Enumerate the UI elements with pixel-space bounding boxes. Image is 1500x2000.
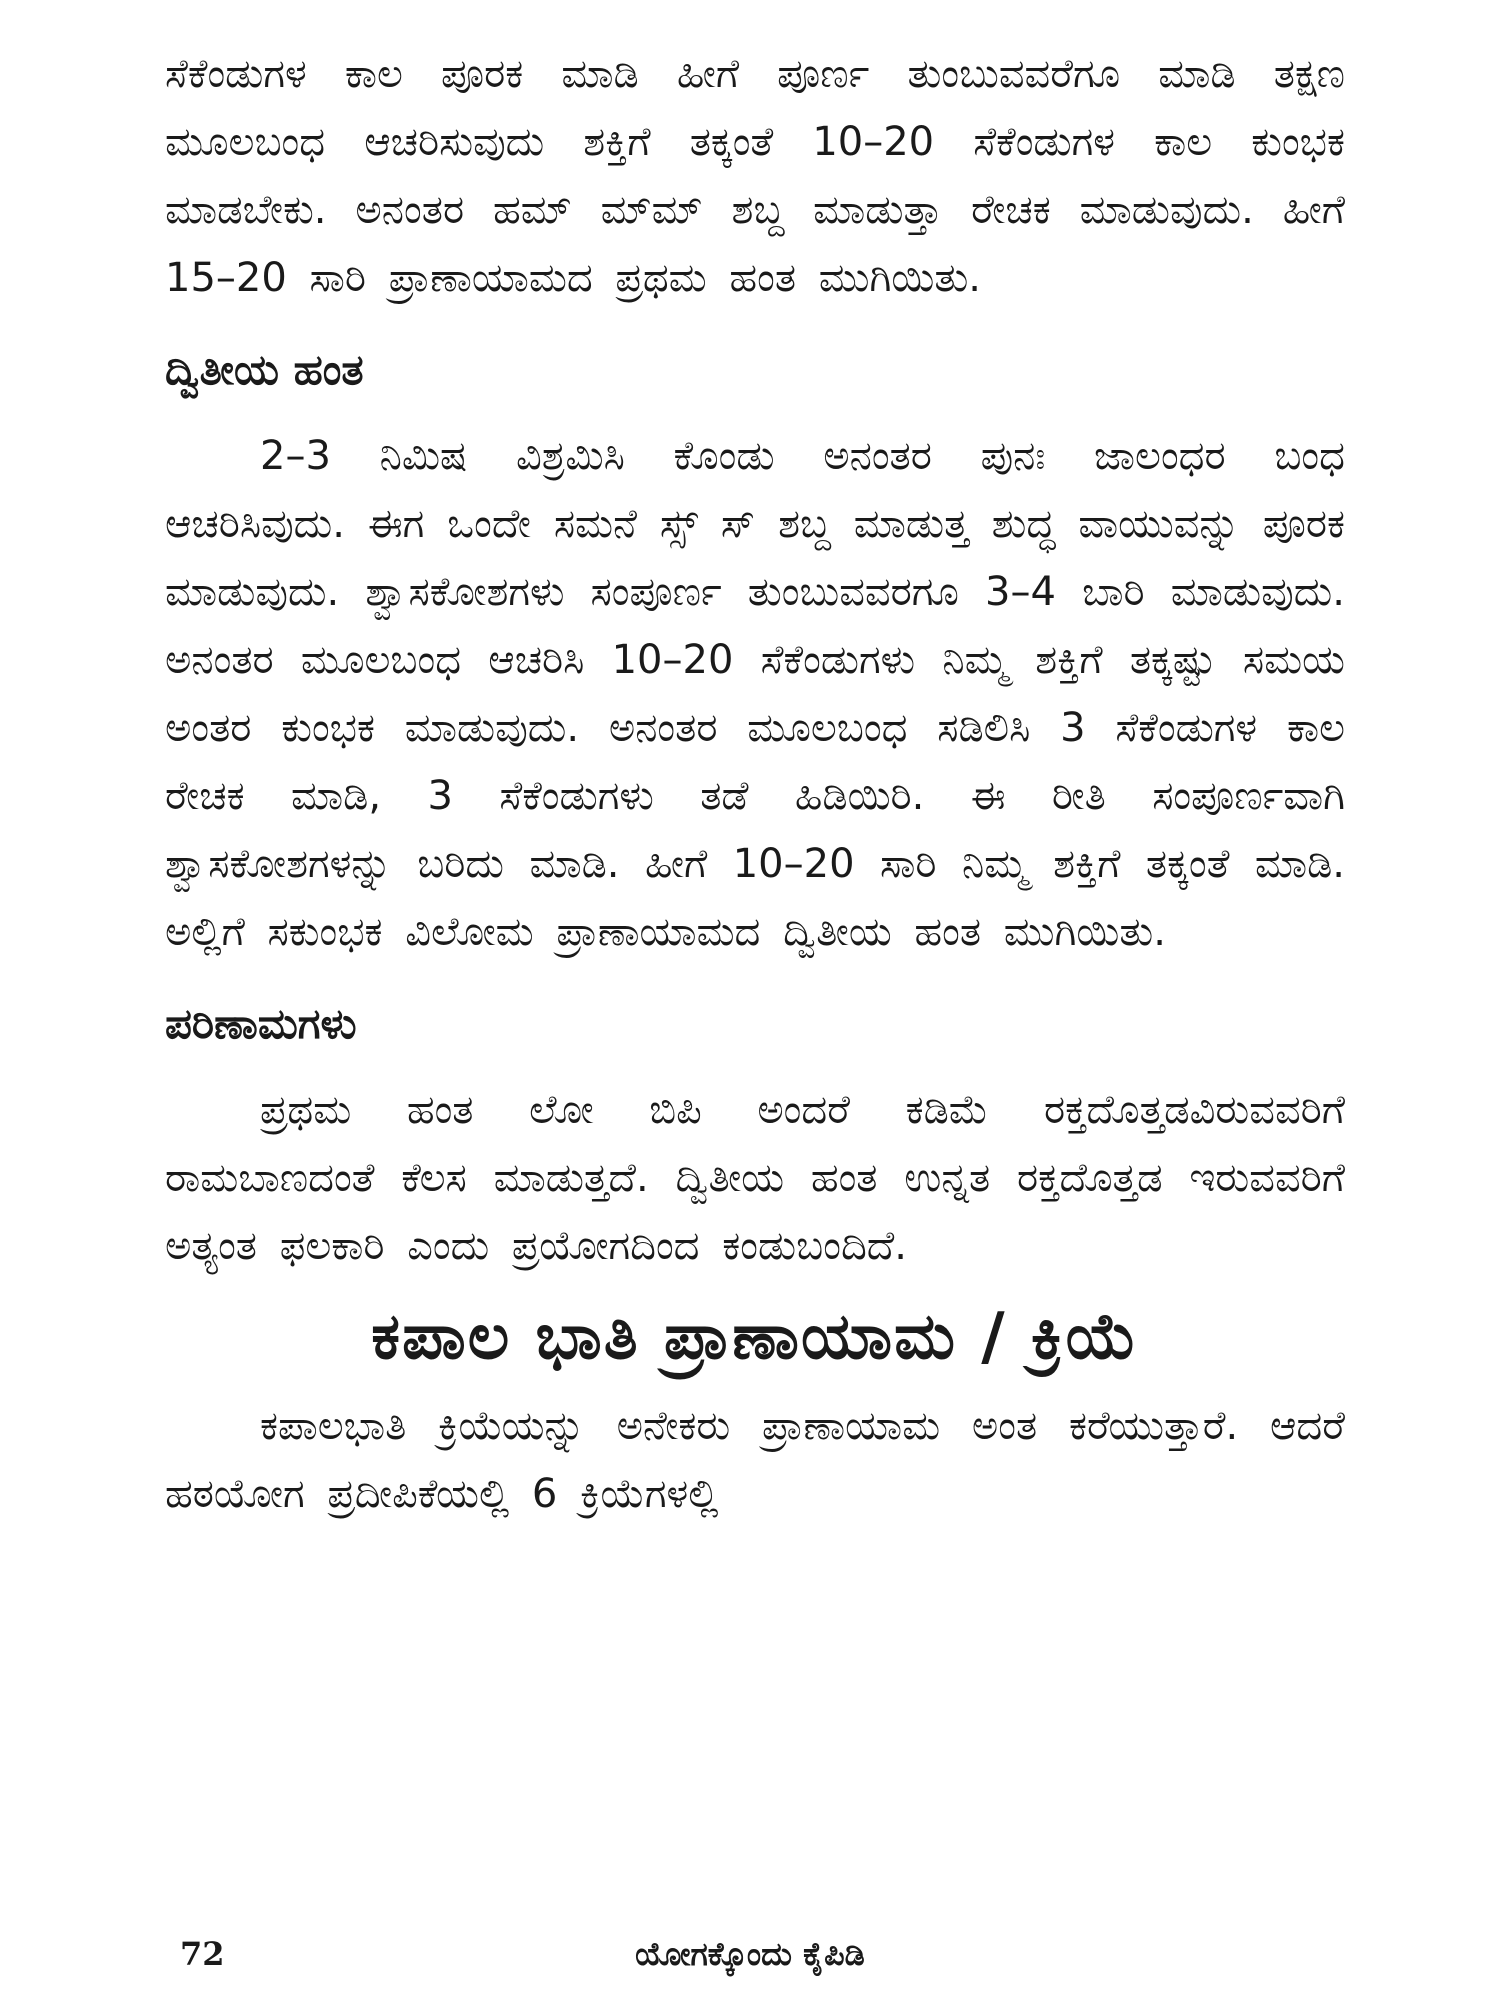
page-number: 72: [180, 1935, 225, 1973]
heading-second-stage: ದ್ವಿತೀಯ ಹಂತ: [165, 345, 364, 394]
paragraph-second-stage: 2–3 ನಿಮಿಷ ವಿಶ್ರಮಿಸಿ ಕೊಂಡು ಅನಂತರ ಪುನಃ ಜಾಲಂಧರ ಬಂಧ ಆಚರಿಸಿವುದು. ಈಗ ಒಂದೇ ಸಮನೆ ಸ್ಸ್ ಸ್ ಶಬ್ದ ಮಾಡುತ್ತ ಶುದ್ಧ ವಾಯುವನ್ನು ಪೂರಕ ಮಾಡುವುದು. ಶ್ವಾಸಕೋಶಗಳು ಸಂಪೂರ್ಣ ತುಂಬುವವರಗೂ 3–4 ಬಾರಿ ಮಾಡುವುದು. ಅನಂತರ ಮೂಲಬಂಧ ಆಚರಿಸಿ 10–20 ಸೆಕೆಂಡುಗಳು ನಿಮ್ಮ ಶಕ್ತಿಗೆ ತಕ್ಕಷ್ಟು ಸಮಯ ಅಂತರ ಕುಂಭಕ ಮಾಡುವುದು. ಅನಂತರ ಮೂಲಬಂಧ ಸಡಿಲಿಸಿ 3 ಸೆಕೆಂಡುಗಳ ಕಾಲ ರೇಚಕ ಮಾಡಿ, 3 ಸೆಕೆಂಡುಗಳು ತಡೆ ಹಿಡಿಯಿರಿ. ಈ ರೀತಿ ಸಂಪೂರ್ಣವಾಗಿ ಶ್ವಾಸಕೋಶಗಳನ್ನು ಬರಿದು ಮಾಡಿ. ಹೀಗೆ 10–20 ಸಾರಿ ನಿಮ್ಮ ಶಕ್ತಿಗೆ ತಕ್ಕಂತೆ ಮಾಡಿ. ಅಲ್ಲಿಗೆ ಸಕುಂಭಕ ವಿಲೋಮ ಪ್ರಾಣಾಯಾಮದ ದ್ವಿತೀಯ ಹಂತ ಮುಗಿಯಿತು.: [165, 433, 1345, 955]
paragraph-results: ಪ್ರಥಮ ಹಂತ ಲೋ ಬಿಪಿ ಅಂದರೆ ಕಡಿಮೆ ರಕ್ತದೊತ್ತಡವಿರುವವರಿಗೆ ರಾಮಬಾಣದಂತೆ ಕೆಲಸ ಮಾಡುತ್ತದೆ. ದ್ವಿತೀಯ ಹಂತ ಉನ್ನತ ರಕ್ತದೊತ್ತಡ ಇರುವವರಿಗೆ ಅತ್ಯಂತ ಫಲಕಾರಿ ಎಂದು ಪ್ರಯೋಗದಿಂದ ಕಂಡುಬಂದಿದೆ.: [165, 1087, 1345, 1269]
heading-results: ಪರಿಣಾಮಗಳು: [165, 999, 357, 1048]
section-title: ಕಪಾಲ ಭಾತಿ ಪ್ರಾಣಾಯಾಮ / ಕ್ರಿಯೆ: [371, 1300, 1139, 1374]
page-content: [165, 40, 1345, 1528]
page-footer: [0, 1935, 1500, 1985]
paragraph-kapalabhati-intro: ಕಪಾಲಭಾತಿ ಕ್ರಿಯೆಯನ್ನು ಅನೇಕರು ಪ್ರಾಣಾಯಾಮ ಅಂತ ಕರೆಯುತ್ತಾರೆ. ಆದರೆ ಹಠಯೋಗ ಪ್ರದೀಪಿಕೆಯಲ್ಲಿ 6 ಕ್ರಿಯೆಗಳಲ್ಲಿ: [165, 1403, 1345, 1517]
paragraph-stage-one-end: ಸೆಕೆಂಡುಗಳ ಕಾಲ ಪೂರಕ ಮಾಡಿ ಹೀಗೆ ಪೂರ್ಣ ತುಂಬುವವರೆಗೂ ಮಾಡಿ ತಕ್ಷಣ ಮೂಲಬಂಧ ಆಚರಿಸುವುದು ಶಕ್ತಿಗೆ ತಕ್ಕಂತೆ 10–20 ಸೆಕೆಂಡುಗಳ ಕಾಲ ಕುಂಭಕ ಮಾಡಬೇಕು. ಅನಂತರ ಹಮ್ ಮ್‌ಮ್ ಶಬ್ದ ಮಾಡುತ್ತಾ ರೇಚಕ ಮಾಡುವುದು. ಹೀಗೆ 15–20 ಸಾರಿ ಪ್ರಾಣಾಯಾಮದ ಪ್ರಥಮ ಹಂತ ಮುಗಿಯಿತು.: [165, 51, 1345, 301]
running-title: ಯೋಗಕ್ಕೊಂದು ಕೈಪಿಡಿ: [635, 1935, 865, 1973]
